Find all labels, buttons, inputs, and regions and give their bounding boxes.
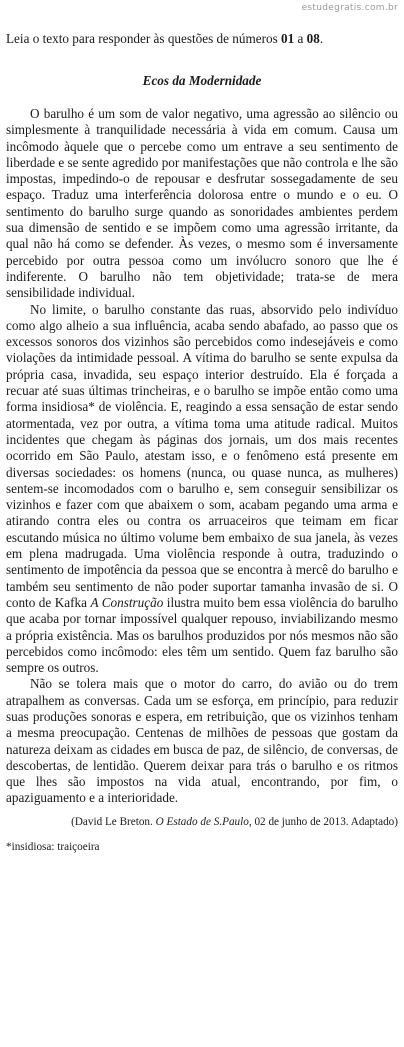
paragraph-3: Não se tolera mais que o motor do carro, do avião ou do trem atrapalhem as conversas. Cada um se esforça, em princípio, para reduzir suas produções sonoras e espera, em retribuição, que os vizinhos tenham a mesma preocupação. Centenas de milhões de pessoas que gostam da natureza deixam as cidades em busca de paz, de silêncio, de conversas, de descobertas, de lentidão. Querem deixar para trás o barulho e os ritmos que lhes são impostos na vida atual, encontrando, por fim, o apaziguamento e a interioridade. xyxy=(6,676,398,806)
question-sheet xyxy=(6,31,398,854)
watermark: estudegratis.com.br xyxy=(301,3,398,13)
instruction-connector: a xyxy=(294,31,307,46)
instruction-suffix: . xyxy=(319,31,324,46)
kafka-work-title: A Construção xyxy=(90,594,164,610)
paragraph-2-part-1: No limite, o barulho constante das ruas, absorvido pelo indivíduo como algo alheio a sua influência, acaba sendo abafado, ao passo que os excessos sonoros dos vizinhos são percebidos como indesejáveis e como violações da intimidade pessoal. A vítima do barulho se sente expulsa da própria casa, invadida, seu espaço interior destruído. Ela é forçada a recuar até suas últimas trincheiras, e o barulho se impõe então como uma forma insidiosa* de violência. E, reagindo a essa sensação de estar sendo atormentada, vez por outra, a vítima toma uma atitude radical. Muitos incidentes que chegam às páginas dos jornais, um dos mais recentes ocorrido em São Paulo, atestam isso, e o fenômeno está presente em diversas sociedades: os homens (nunca, ou quase nunca, as mulheres) sentem-se incomodados com o barulho e, sem conseguir sensibilizar os vizinhos e fazer com que abaixem o som, acabam pegando uma arma e atirando contra eles ou contra os arruaceiros que teimam em ficar escutando música no último volume bem embaixo de sua janela, às vezes em plena madrugada. Uma violência responde à outra, traduzindo o sentimento de impotência da pessoa que se encontra à mercê do barulho e também seu sentimento de não poder suportar tamanha invasão de si. O conto de Kafka xyxy=(6,301,398,610)
paragraph-1: O barulho é um som de valor negativo, uma agressão ao silêncio ou simplesmente à tranquilidade necessária à vida em comum. Causa um incômodo àquele que o percebe como um entrave a seu sentimento de liberdade e se sente agredido por manifestações que não controla e lhe são impostas, impedindo-o de repousar e desfrutar sossegadamente de seu espaço. Traduz uma interferência dolorosa entre o mundo e o eu. O sentimento do barulho surge quando as sonoridades ambientes perdem sua dimensão de sentido e se impõem como uma agressão irritante, da qual não há como se defender. Às vezes, o mesmo som é inversamente percebido por outra pessoa como um invólucro sonoro que lhe é indiferente. O barulho não tem objetividade; trata-se de mera sensibilidade individual. xyxy=(6,106,398,301)
source-publication: O Estado de S.Paulo xyxy=(155,815,249,828)
text-title: Ecos da Modernidade xyxy=(142,73,262,88)
question-start-number: 01 xyxy=(281,31,295,46)
source-date: , 02 de junho de 2013. Adaptado) xyxy=(248,815,398,828)
paragraph-2 xyxy=(6,302,398,677)
source-author: (David Le Breton. xyxy=(71,815,156,828)
footnote: *insidiosa: traiçoeira xyxy=(6,840,100,853)
paragraph-2-part-2: ilustra muito bem essa violência do barulho que acaba por tornar impossível qualquer repouso, inviabilizando mesmo a própria existência. Mas os barulhos produzidos por nós mesmos não são percebidos como incômodo: eles têm um sentido. Quem faz barulho são sempre os outros. xyxy=(6,594,398,676)
source-citation xyxy=(6,815,398,829)
instruction-prefix: Leia o texto para responder às questões de números xyxy=(6,31,282,46)
question-end-number: 08 xyxy=(306,31,320,46)
instruction-line xyxy=(6,31,398,47)
